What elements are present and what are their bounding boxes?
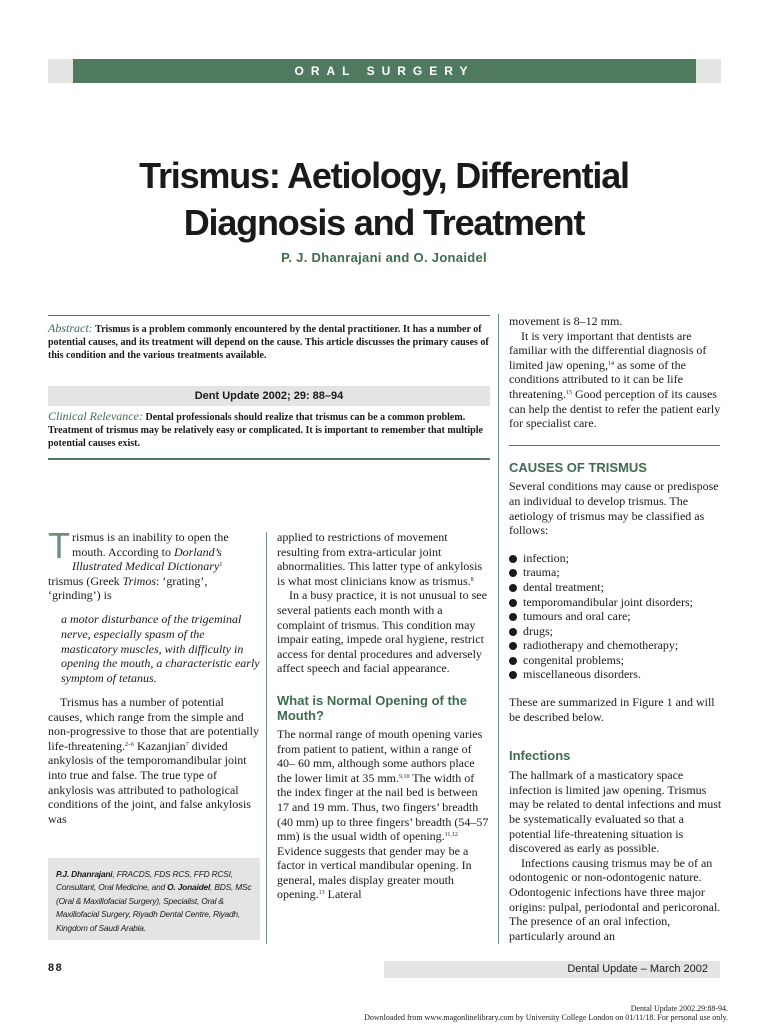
clinical-relevance-text: Dental professionals should realize that trismus can be a common problem. Treatment of trismus may be relatively easy or complicated. It is important to remember that multiple potential causes exist. bbox=[48, 412, 483, 450]
title-line-1: Trismus: Aetiology, Differential bbox=[139, 155, 629, 196]
authors: P. J. Dhanrajani and O. Jonaidel bbox=[281, 250, 487, 265]
definition-quote: a motor disturbance of the trigeminal nerve, especially spasm of the masticatory muscles, with difficulty in opening the mouth, a characteristic early symptom of tetanus. bbox=[61, 611, 260, 686]
title-line-2: Diagnosis and Treatment bbox=[183, 202, 585, 243]
list-item: drugs; bbox=[509, 624, 722, 639]
dropcap: T bbox=[48, 525, 70, 566]
citation: Dent Update 2002; 29: 88–94 bbox=[48, 386, 490, 406]
list-item: infection; bbox=[509, 551, 722, 566]
abstract-bottom-rule bbox=[48, 458, 490, 460]
column-1 bbox=[48, 525, 260, 826]
intro-paragraph: Trismus is an inability to open the mouth. According to Dorland’s Illustrated Medical Dictionary$^1$ trismus (Greek Trimos: ‘grating’, ‘grinding’) is bbox=[48, 525, 229, 603]
paragraph: In a busy practice, it is not unusual to see several patients each month with a complaint of trismus. This condition may impair eating, impede oral hygiene, restrict access for dental procedures and adversely affect speech and facial appearance. bbox=[277, 588, 487, 676]
abstract-label: Abstract: bbox=[48, 321, 93, 335]
download-stamp: Dental Update 2002.29:88-94. Downloaded from www.magonlinelibrary.com by University College London on 01/11/18. For personal use only. bbox=[364, 1004, 728, 1022]
list-item: congenital problems; bbox=[509, 653, 722, 668]
page-number: 88 bbox=[48, 962, 64, 974]
author-affiliation: P.J. Dhanrajani, FRACDS, FDS RCS, FFD RCSI, Consultant, Oral Medicine, and O. Jonaidel, BDS, MSc (Oral & Maxillofacial Surgery), Specialist, Oral & Maxillofacial Surgery, Riyadh Dental Centre, Riyadh, Kingdom of Saudi Arabia. bbox=[48, 858, 260, 940]
clinical-relevance-label: Clinical Relevance: bbox=[48, 409, 143, 423]
heading-normal-opening: What is Normal Opening of the Mouth? bbox=[277, 692, 467, 723]
section-label: ORAL SURGERY bbox=[73, 59, 696, 83]
column-3 bbox=[509, 314, 722, 943]
dictionary-title: Dorland’s Illustrated Medical Dictionary bbox=[72, 544, 222, 574]
section-bar bbox=[48, 59, 721, 83]
paragraph: applied to restrictions of movement resulting from extra-articular joint abnormalities. This latter type of ankylosis is what most clinicians know as trismus.$^8$ bbox=[277, 530, 483, 588]
clinical-relevance bbox=[48, 410, 490, 451]
column-divider-2 bbox=[498, 314, 499, 944]
paragraph: The hallmark of a masticatory space infection is limited jaw opening. Trismus may be related to dental infections and must be systematically evaluated so that a potential life-threatening situation is discovered as early as possible. bbox=[509, 768, 722, 856]
causes-list bbox=[509, 551, 722, 682]
list-item: tumours and oral care; bbox=[509, 609, 722, 624]
paragraph: The normal range of mouth opening varies from patient to patient, within a range of 40– 60 mm, although some authors place the lower limit at 35 mm.$^{9,10}$ The width of the index finger at the nail bed is between 17 and 19 mm. Thus, two fingers’ breadth (40 mm) up to three fingers’ breadth (54–57 mm) is the usual width of opening.$^{11,12}$ Evidence suggests that gender may be a factor in vertical mandibular opening. In general, males display greater mouth opening.$^{13}$ Lateral bbox=[277, 726, 489, 902]
paragraph: Infections causing trismus may be of an odontogenic or non-odontogenic nature. Odontogenic infections have three major origins: pulpal, periodontal and pericoronal. The presence of an oral infection, particularly around an bbox=[509, 855, 721, 943]
column-divider-1 bbox=[266, 532, 267, 944]
heading-infections: Infections bbox=[509, 748, 571, 764]
paragraph: It is very important that dentists are familiar with the differential diagnosis of limited jaw opening,$^{14}$ as some of the conditions attributed to it can be life threatening.$^{15}$ Good perception of its causes can help the dentist to refer the patient early for specialist care. bbox=[509, 328, 721, 431]
list-item: temporomandibular joint disorders; bbox=[509, 595, 722, 610]
paragraph: Trismus has a number of potential causes, which range from the simple and non-progressive to those that are potentially life-threatening.$^{2-6}$ Kazanjian$^7$ divided ankylosis of the temporomandibular joint into true and false. The true type of ankylosis was attributed to pathological conditions of the joint, and false ankylosis was bbox=[48, 694, 259, 826]
top-rule bbox=[48, 315, 490, 316]
paragraph: movement is 8–12 mm. bbox=[509, 314, 623, 328]
journal-footer: Dental Update – March 2002 bbox=[384, 961, 720, 978]
paragraph: These are summarized in Figure 1 and will be described below. bbox=[509, 695, 715, 724]
heading-causes: CAUSES OF TRISMUS bbox=[509, 459, 647, 475]
abstract bbox=[48, 322, 490, 363]
paragraph: Several conditions may cause or predispose an individual to develop trismus. The aetiology of trismus may be classified as follows: bbox=[509, 479, 719, 538]
article-title bbox=[60, 152, 708, 246]
abstract-text: Trismus is a problem commonly encountered by the dental practitioner. It has a number of potential causes, and its treatment will depend on the cause. This article discusses the primary causes of this condition and the various treatments available. bbox=[48, 324, 489, 362]
list-item: dental treatment; bbox=[509, 580, 722, 595]
list-item: radiotherapy and chemotherapy; bbox=[509, 638, 722, 653]
list-item: miscellaneous disorders. bbox=[509, 667, 722, 682]
list-item: trauma; bbox=[509, 565, 722, 580]
column-2 bbox=[277, 530, 491, 902]
